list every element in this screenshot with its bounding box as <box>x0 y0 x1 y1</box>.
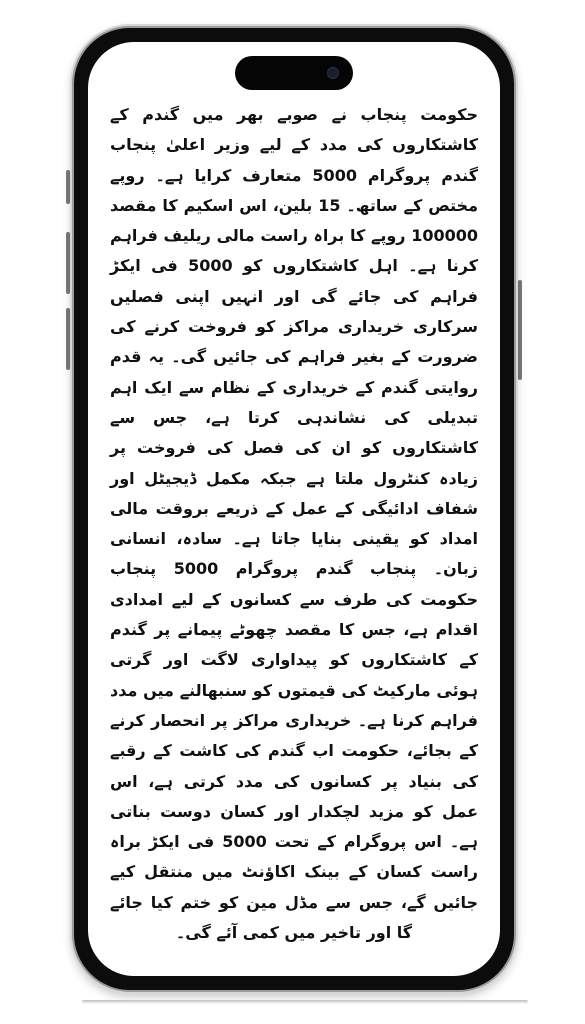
volume-up-button[interactable] <box>66 232 70 294</box>
dynamic-island <box>235 56 353 90</box>
phone-frame <box>72 26 516 992</box>
phone-shadow <box>82 1000 528 1004</box>
volume-down-button[interactable] <box>66 308 70 370</box>
article-text: حکومت پنجاب نے صوبے بھر میں گندم کے کاشتکاروں کی مدد کے لیے وزیر اعلیٰ پنجاب گندم پروگرام 5000 متعارف کرایا ہے۔ روپے مختص کے ساتھ۔ 15 بلین، اس اسکیم کا مقصد 100000 روپے کا براہ راست مالی ریلیف فراہم کرنا ہے۔ اہل کاشتکاروں کو 5000 فی ایکڑ فراہم کی جائے گی اور انہیں اپنی فصلیں سرکاری خریداری مراکز کو فروخت کرنے کی ضرورت کے بغیر فراہم کی جائیں گی۔ یہ قدم روایتی گندم کے خریداری کے نظام سے ایک اہم تبدیلی کی نشاندہی کرتا ہے، جس سے کاشتکاروں کو ان کی فصل کی فروخت پر زیادہ کنٹرول ملتا ہے جبکہ مکمل ڈیجیٹل اور شفاف ادائیگی کے عمل کے ذریعے بروقت مالی امداد کو یقینی بنایا جاتا ہے۔ سادہ، انسانی زبان۔ پنجاب گندم پروگرام 5000 پنجاب حکومت کی طرف سے کسانوں کے لیے امدادی اقدام ہے، جس کا مقصد چھوٹے پیمانے پر گندم کے کاشتکاروں کو پیداواری لاگت اور گرتی ہوئی مارکیٹ کی قیمتوں کو سنبھالنے میں مدد فراہم کرنا ہے۔ خریداری مراکز پر انحصار کرنے کے بجائے، حکومت اب گندم کی کاشت کے رقبے کی بنیاد پر کسانوں کی مدد کرتی ہے، اس عمل کو مزید لچکدار اور کسان دوست بناتی ہے۔ اس پروگرام کے تحت 5000 فی ایکڑ براہ راست کسان کے بینک اکاؤنٹ میں منتقل کیے جائیں گے، جس سے مڈل مین کو ختم کیا جائے گا اور تاخیر میں کمی آئے گی۔ <box>110 105 478 943</box>
action-button[interactable] <box>66 170 70 204</box>
camera-icon <box>327 67 339 79</box>
phone-screen[interactable] <box>88 42 500 976</box>
power-button[interactable] <box>518 280 522 380</box>
